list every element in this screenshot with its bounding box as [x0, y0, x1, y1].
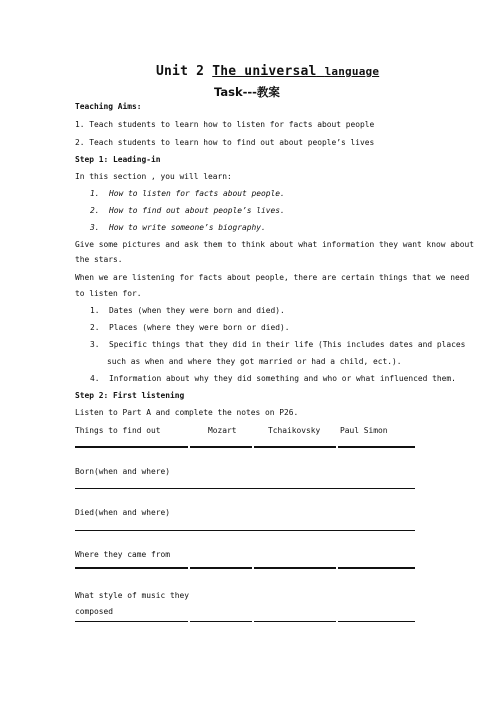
unit-title-main: The universal language: [212, 64, 380, 79]
step2-heading: Step 2: First listening: [75, 391, 185, 400]
table-header-paul-simon: Paul Simon: [340, 426, 388, 435]
table-row-rule: [190, 567, 252, 569]
paragraph-line: to listen for.: [75, 289, 142, 298]
table-row-rule: [75, 488, 415, 489]
step2-intro: Listen to Part A and complete the notes on P26.: [75, 408, 299, 417]
step1-heading: Step 1: Leading-in: [75, 155, 161, 164]
table-row-label: Where they came from: [75, 550, 171, 559]
table-row-rule: [75, 567, 188, 569]
table-header-tchaikovsky: Tchaikovsky: [268, 426, 321, 435]
table-header-mozart: Mozart: [208, 426, 237, 435]
aim-item: 2. Teach students to learn how to find out about people’s lives: [75, 138, 375, 147]
table-header-rule: [254, 446, 336, 448]
table-row-label: Died(when and where): [75, 508, 171, 517]
task-subtitle: Task---教案: [214, 85, 280, 99]
paragraph-line: the stars.: [75, 255, 123, 264]
table-row-label: Born(when and where): [75, 467, 171, 476]
table-row-rule: [254, 567, 336, 569]
table-row-rule: [338, 567, 415, 569]
table-bottom-rule: [254, 621, 336, 622]
unit-number: Unit 2: [156, 64, 205, 79]
table-bottom-rule: [338, 621, 415, 622]
table-bottom-rule: [190, 621, 252, 622]
aim-item: 1. Teach students to learn how to listen for facts about people: [75, 120, 375, 129]
teaching-aims-heading: Teaching Aims:: [75, 102, 142, 111]
table-header-rule: [338, 446, 415, 448]
unit-title: [156, 64, 379, 79]
list-item: 3. Specific things that they did in their life (This includes dates and places: [90, 340, 466, 349]
list-item: 1. Dates (when they were born and died).: [90, 306, 285, 315]
table-row-rule: [75, 530, 415, 531]
table-header-rule: [75, 446, 188, 448]
table-row-label: What style of music they composed: [75, 591, 190, 616]
list-item-continuation: such as when and where they got married or had a child, ect.).: [107, 357, 402, 366]
list-item: 2. Places (where they were born or died).: [90, 323, 290, 332]
paragraph-line: Give some pictures and ask them to think about what information they want know about: [75, 240, 475, 249]
paragraph-line: When we are listening for facts about people, there are certain things that we need: [75, 273, 470, 282]
table-bottom-rule: [75, 621, 188, 622]
learn-item: 2. How to find out about people’s lives.: [90, 206, 285, 215]
learn-item: 1. How to listen for facts about people.: [90, 189, 285, 198]
learn-item: 3. How to write someone’s biography.: [90, 223, 266, 232]
table-header-things: Things to find out: [75, 426, 161, 435]
list-item: 4. Information about why they did something and who or what influenced them.: [90, 374, 456, 383]
table-header-rule: [190, 446, 252, 448]
step1-intro: In this section , you will learn:: [75, 172, 232, 181]
